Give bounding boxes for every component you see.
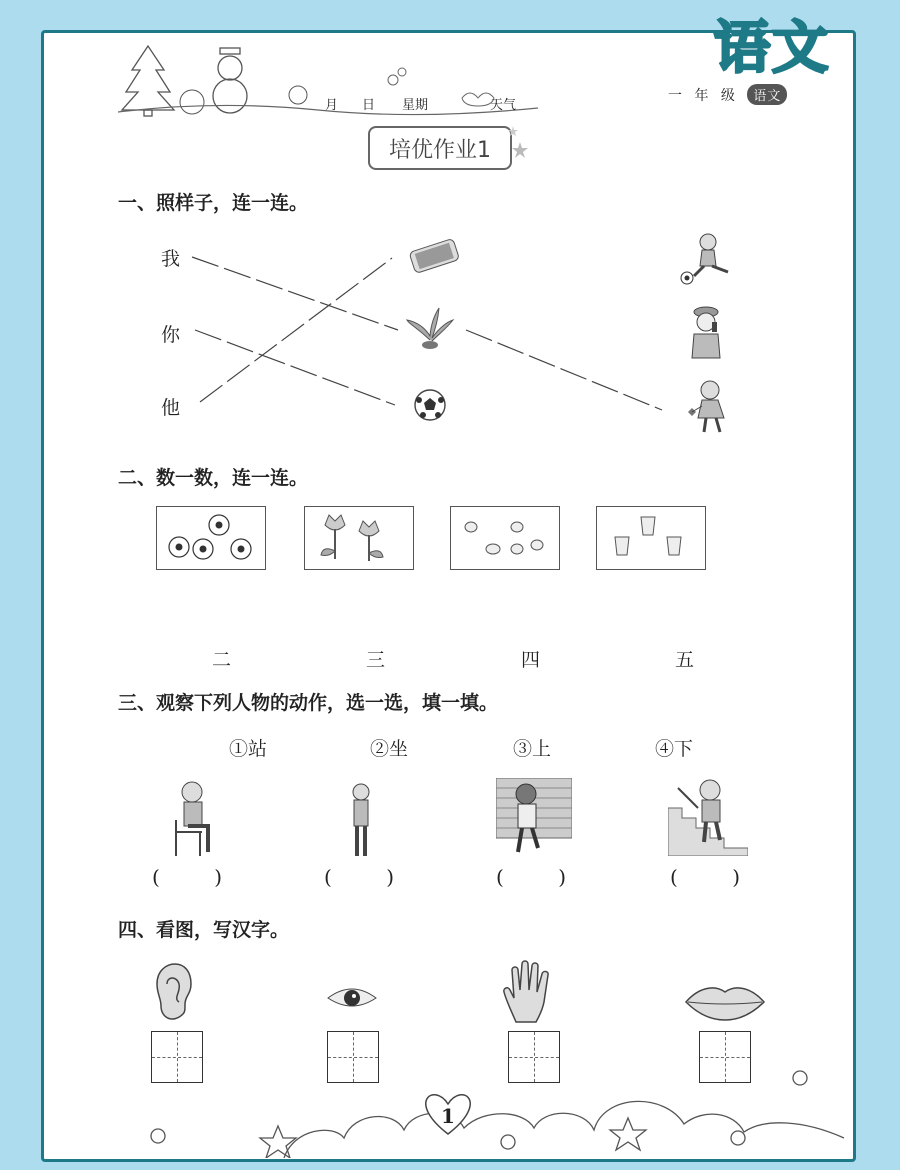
mouth-icon [684, 982, 766, 1022]
soccer-ball-icon[interactable] [413, 388, 447, 422]
box-tulips[interactable] [304, 506, 414, 570]
chicks-group [451, 507, 559, 569]
plant-icon[interactable] [405, 306, 455, 350]
number-five[interactable]: 五 [675, 649, 695, 671]
bubbles-icon [151, 1071, 807, 1149]
page-title: 培优作业1 [368, 126, 512, 170]
option-up: ③上 [513, 738, 552, 760]
answer-blank-1[interactable]: ( ) [152, 865, 222, 889]
option-stand: ①站 [229, 738, 268, 760]
box-chicks[interactable] [450, 506, 560, 570]
box-soccer-balls[interactable] [156, 506, 266, 570]
grade-subject-chip: 语文 [747, 84, 787, 105]
hand-icon [502, 958, 554, 1024]
month-label: 月 [325, 98, 339, 113]
cups-group [597, 507, 705, 569]
connecting-lines [0, 0, 900, 470]
day-label: 日 [362, 98, 376, 113]
boy-going-upstairs [496, 778, 572, 856]
option-down: ④下 [655, 738, 694, 760]
section1-heading: 一、照样子，连一连。 [118, 192, 309, 214]
number-two[interactable]: 二 [212, 649, 232, 671]
boy-going-downstairs [668, 778, 748, 856]
grade-label: 一 年 级 语文 [668, 84, 787, 105]
box-cups[interactable] [596, 506, 706, 570]
word-ta[interactable]: 他 [161, 397, 181, 419]
number-three[interactable]: 三 [366, 649, 386, 671]
boy-kicking-ball[interactable] [676, 232, 738, 286]
section3-heading: 三、观察下列人物的动作，选一选，填一填。 [118, 692, 499, 714]
answer-blank-4[interactable]: ( ) [670, 865, 740, 889]
subject-badge: 语文 [714, 16, 830, 81]
ear-icon [153, 962, 193, 1024]
soccer-balls-group [157, 507, 265, 569]
section2-heading: 二、数一数，连一连。 [118, 467, 309, 489]
option-sit: ②坐 [370, 738, 409, 760]
section4-heading: 四、看图，写汉字。 [118, 919, 290, 941]
boy-standing [346, 782, 376, 858]
weather-label: 天气 [490, 98, 517, 113]
boy-on-phone[interactable] [686, 304, 726, 360]
tulips-group [305, 507, 413, 569]
weekday-label: 星期 [402, 98, 429, 113]
word-ni[interactable]: 你 [161, 324, 181, 346]
answer-blank-2[interactable]: ( ) [324, 865, 394, 889]
page-number: 1 [441, 1104, 455, 1128]
boy-sitting [168, 780, 220, 858]
word-wo[interactable]: 我 [161, 248, 181, 270]
answer-blank-3[interactable]: ( ) [496, 865, 566, 889]
girl-with-flower[interactable] [680, 378, 734, 434]
number-four[interactable]: 四 [521, 649, 541, 671]
phone-icon[interactable] [405, 237, 463, 273]
eye-icon [326, 984, 378, 1012]
